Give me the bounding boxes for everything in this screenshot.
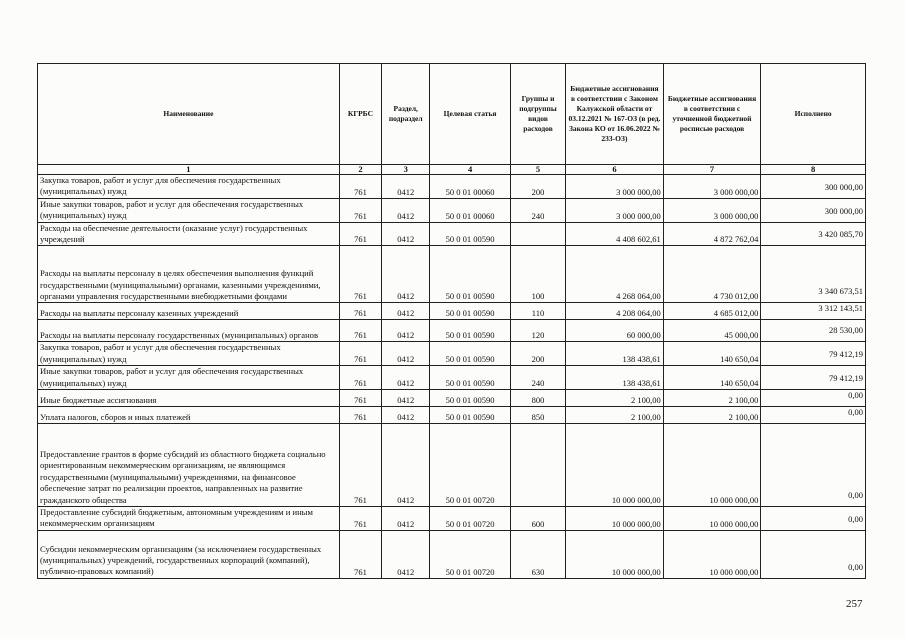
row-refined: 4 730 012,00 [663, 246, 761, 303]
row-name: Уплата налогов, сборов и иных платежей [38, 407, 340, 424]
row-approved: 60 000,00 [566, 320, 664, 342]
row-target-article: 50 0 01 00590 [430, 407, 510, 424]
row-kgrbs: 761 [339, 198, 381, 222]
row-section: 0412 [382, 507, 430, 531]
row-kgrbs: 761 [339, 424, 381, 507]
row-name: Расходы на обеспечение деятельности (оказание услуг) государственных учреждений [38, 222, 340, 246]
row-target-article: 50 0 01 00060 [430, 198, 510, 222]
row-approved: 10 000 000,00 [566, 530, 664, 578]
row-kgrbs: 761 [339, 507, 381, 531]
row-expense-group: 240 [510, 366, 565, 390]
column-number: 1 [38, 165, 340, 175]
row-expense-group [510, 222, 565, 246]
row-refined: 2 100,00 [663, 407, 761, 424]
row-target-article: 50 0 01 00590 [430, 222, 510, 246]
header-row [38, 64, 866, 165]
row-kgrbs: 761 [339, 366, 381, 390]
row-executed: 0,00 [761, 407, 866, 424]
header-kgrbs: КГРБС [339, 64, 381, 165]
row-executed: 28 530,00 [761, 320, 866, 342]
row-approved: 2 100,00 [566, 407, 664, 424]
header-expense-group: Группы и подгруппы видов расходов [510, 64, 565, 165]
budget-table [37, 63, 866, 579]
row-expense-group [510, 424, 565, 507]
column-number: 2 [339, 165, 381, 175]
row-approved: 3 000 000,00 [566, 175, 664, 199]
column-number: 5 [510, 165, 565, 175]
table-row [38, 530, 866, 578]
table-row [38, 246, 866, 303]
row-executed: 0,00 [761, 530, 866, 578]
header-name: Наименование [38, 64, 340, 165]
column-number: 6 [566, 165, 664, 175]
row-section: 0412 [382, 407, 430, 424]
header-approved-allocations: Бюджетные ассигнования в соответствии с Законом Калужской области от 03.12.2021 № 167-ОЗ (в ред. Закона КО от 16.06.2022 № 233-ОЗ) [566, 64, 664, 165]
row-refined: 45 000,00 [663, 320, 761, 342]
row-refined: 4 872 762,04 [663, 222, 761, 246]
row-refined: 2 100,00 [663, 390, 761, 407]
row-name: Иные закупки товаров, работ и услуг для обеспечения государственных (муниципальных) нужд [38, 366, 340, 390]
row-approved: 4 408 602,61 [566, 222, 664, 246]
row-expense-group: 200 [510, 175, 565, 199]
row-executed: 3 312 143,51 [761, 303, 866, 320]
row-target-article: 50 0 01 00720 [430, 530, 510, 578]
row-refined: 140 650,04 [663, 342, 761, 366]
row-target-article: 50 0 01 00720 [430, 507, 510, 531]
row-section: 0412 [382, 320, 430, 342]
row-kgrbs: 761 [339, 222, 381, 246]
table-row [38, 175, 866, 199]
row-section: 0412 [382, 175, 430, 199]
row-kgrbs: 761 [339, 407, 381, 424]
row-kgrbs: 761 [339, 342, 381, 366]
row-executed: 0,00 [761, 507, 866, 531]
row-section: 0412 [382, 342, 430, 366]
row-expense-group: 200 [510, 342, 565, 366]
row-expense-group: 600 [510, 507, 565, 531]
row-section: 0412 [382, 530, 430, 578]
row-executed: 300 000,00 [761, 198, 866, 222]
row-refined: 10 000 000,00 [663, 507, 761, 531]
column-number: 4 [430, 165, 510, 175]
row-expense-group: 800 [510, 390, 565, 407]
table-row [38, 424, 866, 507]
row-executed: 300 000,00 [761, 175, 866, 199]
header-executed: Исполнено [761, 64, 866, 165]
row-name: Закупка товаров, работ и услуг для обеспечения государственных (муниципальных) нужд [38, 342, 340, 366]
row-expense-group: 630 [510, 530, 565, 578]
row-executed: 79 412,19 [761, 342, 866, 366]
header-section: Раздел, подраздел [382, 64, 430, 165]
row-kgrbs: 761 [339, 320, 381, 342]
row-section: 0412 [382, 390, 430, 407]
row-refined: 4 685 012,00 [663, 303, 761, 320]
row-section: 0412 [382, 366, 430, 390]
row-approved: 4 208 064,00 [566, 303, 664, 320]
row-executed: 3 420 085,70 [761, 222, 866, 246]
page-number: 257 [846, 598, 863, 610]
column-number: 7 [663, 165, 761, 175]
table-row [38, 507, 866, 531]
row-target-article: 50 0 01 00590 [430, 390, 510, 407]
row-section: 0412 [382, 198, 430, 222]
table-row [38, 222, 866, 246]
row-name: Иные бюджетные ассигнования [38, 390, 340, 407]
row-expense-group: 110 [510, 303, 565, 320]
row-kgrbs: 761 [339, 246, 381, 303]
row-refined: 3 000 000,00 [663, 175, 761, 199]
row-refined: 140 650,04 [663, 366, 761, 390]
header-target-article: Целевая статья [430, 64, 510, 165]
row-expense-group: 120 [510, 320, 565, 342]
row-section: 0412 [382, 424, 430, 507]
row-kgrbs: 761 [339, 303, 381, 320]
row-approved: 4 268 064,00 [566, 246, 664, 303]
table-row [38, 366, 866, 390]
row-section: 0412 [382, 303, 430, 320]
row-name: Расходы на выплаты персоналу казенных учреждений [38, 303, 340, 320]
row-approved: 3 000 000,00 [566, 198, 664, 222]
row-kgrbs: 761 [339, 390, 381, 407]
table-row [38, 320, 866, 342]
row-approved: 138 438,61 [566, 342, 664, 366]
row-approved: 2 100,00 [566, 390, 664, 407]
row-refined: 10 000 000,00 [663, 530, 761, 578]
row-target-article: 50 0 01 00590 [430, 246, 510, 303]
row-name: Расходы на выплаты персоналу в целях обеспечения выполнения функций государственными (муниципальными) органами, казенными учреждениями, органами управления государственными внебюджетными фондами [38, 246, 340, 303]
row-expense-group: 240 [510, 198, 565, 222]
row-expense-group: 100 [510, 246, 565, 303]
row-kgrbs: 761 [339, 530, 381, 578]
row-refined: 3 000 000,00 [663, 198, 761, 222]
row-section: 0412 [382, 246, 430, 303]
row-executed: 3 340 673,51 [761, 246, 866, 303]
row-name: Иные закупки товаров, работ и услуг для обеспечения государственных (муниципальных) нужд [38, 198, 340, 222]
row-target-article: 50 0 01 00060 [430, 175, 510, 199]
row-name: Предоставление грантов в форме субсидий из областного бюджета социально ориентированным некоммерческим организациям, не являющимся государственными (муниципальными) учреждениями, на финансовое обеспечение затрат по реализации проектов, направленных на развитие гражданского общества [38, 424, 340, 507]
row-name: Предоставление субсидий бюджетным, автономным учреждениям и иным некоммерческим организациям [38, 507, 340, 531]
table-row [38, 407, 866, 424]
row-approved: 10 000 000,00 [566, 507, 664, 531]
row-target-article: 50 0 01 00590 [430, 320, 510, 342]
table-row [38, 390, 866, 407]
row-section: 0412 [382, 222, 430, 246]
row-refined: 10 000 000,00 [663, 424, 761, 507]
table-row [38, 303, 866, 320]
column-number: 8 [761, 165, 866, 175]
row-executed: 0,00 [761, 390, 866, 407]
row-name: Закупка товаров, работ и услуг для обеспечения государственных (муниципальных) нужд [38, 175, 340, 199]
header-refined-allocations: Бюджетные ассигнования в соответствии с уточненной бюджетной росписью расходов [663, 64, 761, 165]
row-expense-group: 850 [510, 407, 565, 424]
row-target-article: 50 0 01 00590 [430, 303, 510, 320]
row-approved: 138 438,61 [566, 366, 664, 390]
row-target-article: 50 0 01 00590 [430, 342, 510, 366]
row-name: Субсидии некоммерческим организациям (за исключением государственных (муниципальных) учреждений, государственных корпораций (компаний), публично-правовых компаний) [38, 530, 340, 578]
row-name: Расходы на выплаты персоналу государственных (муниципальных) органов [38, 320, 340, 342]
row-approved: 10 000 000,00 [566, 424, 664, 507]
column-number-row [38, 165, 866, 175]
row-target-article: 50 0 01 00720 [430, 424, 510, 507]
table-row [38, 342, 866, 366]
row-target-article: 50 0 01 00590 [430, 366, 510, 390]
row-executed: 79 412,19 [761, 366, 866, 390]
column-number: 3 [382, 165, 430, 175]
row-executed: 0,00 [761, 424, 866, 507]
table-row [38, 198, 866, 222]
row-kgrbs: 761 [339, 175, 381, 199]
